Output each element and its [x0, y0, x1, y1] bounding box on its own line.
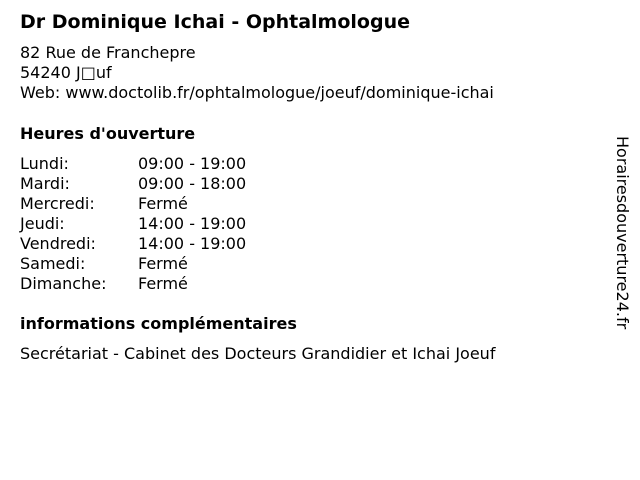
day-hours: 14:00 - 19:00: [138, 234, 247, 253]
day-label: Samedi:: [20, 254, 86, 273]
opening-hours-table: [20, 154, 280, 294]
opening-hours-heading: Heures d'ouverture: [20, 124, 196, 143]
hours-row-friday: [20, 234, 280, 254]
hours-row-wednesday: [20, 194, 280, 214]
address-web: Web: www.doctolib.fr/ophtalmologue/joeuf/dominique-ichai: [20, 83, 494, 102]
day-hours: Fermé: [138, 194, 188, 213]
day-label: Mercredi:: [20, 194, 95, 213]
day-label: Mardi:: [20, 174, 70, 193]
watermark-text: Horairesdouverture24.fr: [613, 136, 632, 330]
day-hours: 09:00 - 18:00: [138, 174, 247, 193]
site-watermark: [612, 136, 632, 346]
day-hours: Fermé: [138, 254, 188, 273]
day-label: Jeudi:: [20, 214, 65, 233]
day-label: Vendredi:: [20, 234, 96, 253]
hours-row-saturday: [20, 254, 280, 274]
day-label: Lundi:: [20, 154, 69, 173]
page-title: Dr Dominique Ichai - Ophtalmologue: [20, 11, 410, 33]
day-hours: 14:00 - 19:00: [138, 214, 247, 233]
address-block: [20, 43, 494, 103]
address-street: 82 Rue de Franchepre: [20, 43, 196, 62]
day-hours: Fermé: [138, 274, 188, 293]
hours-row-thursday: [20, 214, 280, 234]
additional-info-text: Secrétariat - Cabinet des Docteurs Grandidier et Ichai Joeuf: [20, 344, 496, 363]
address-city: 54240 J□uf: [20, 63, 112, 82]
day-hours: 09:00 - 19:00: [138, 154, 247, 173]
hours-row-sunday: [20, 274, 280, 294]
hours-row-tuesday: [20, 174, 280, 194]
hours-row-monday: [20, 154, 280, 174]
day-label: Dimanche:: [20, 274, 107, 293]
additional-info-heading: informations complémentaires: [20, 314, 297, 333]
